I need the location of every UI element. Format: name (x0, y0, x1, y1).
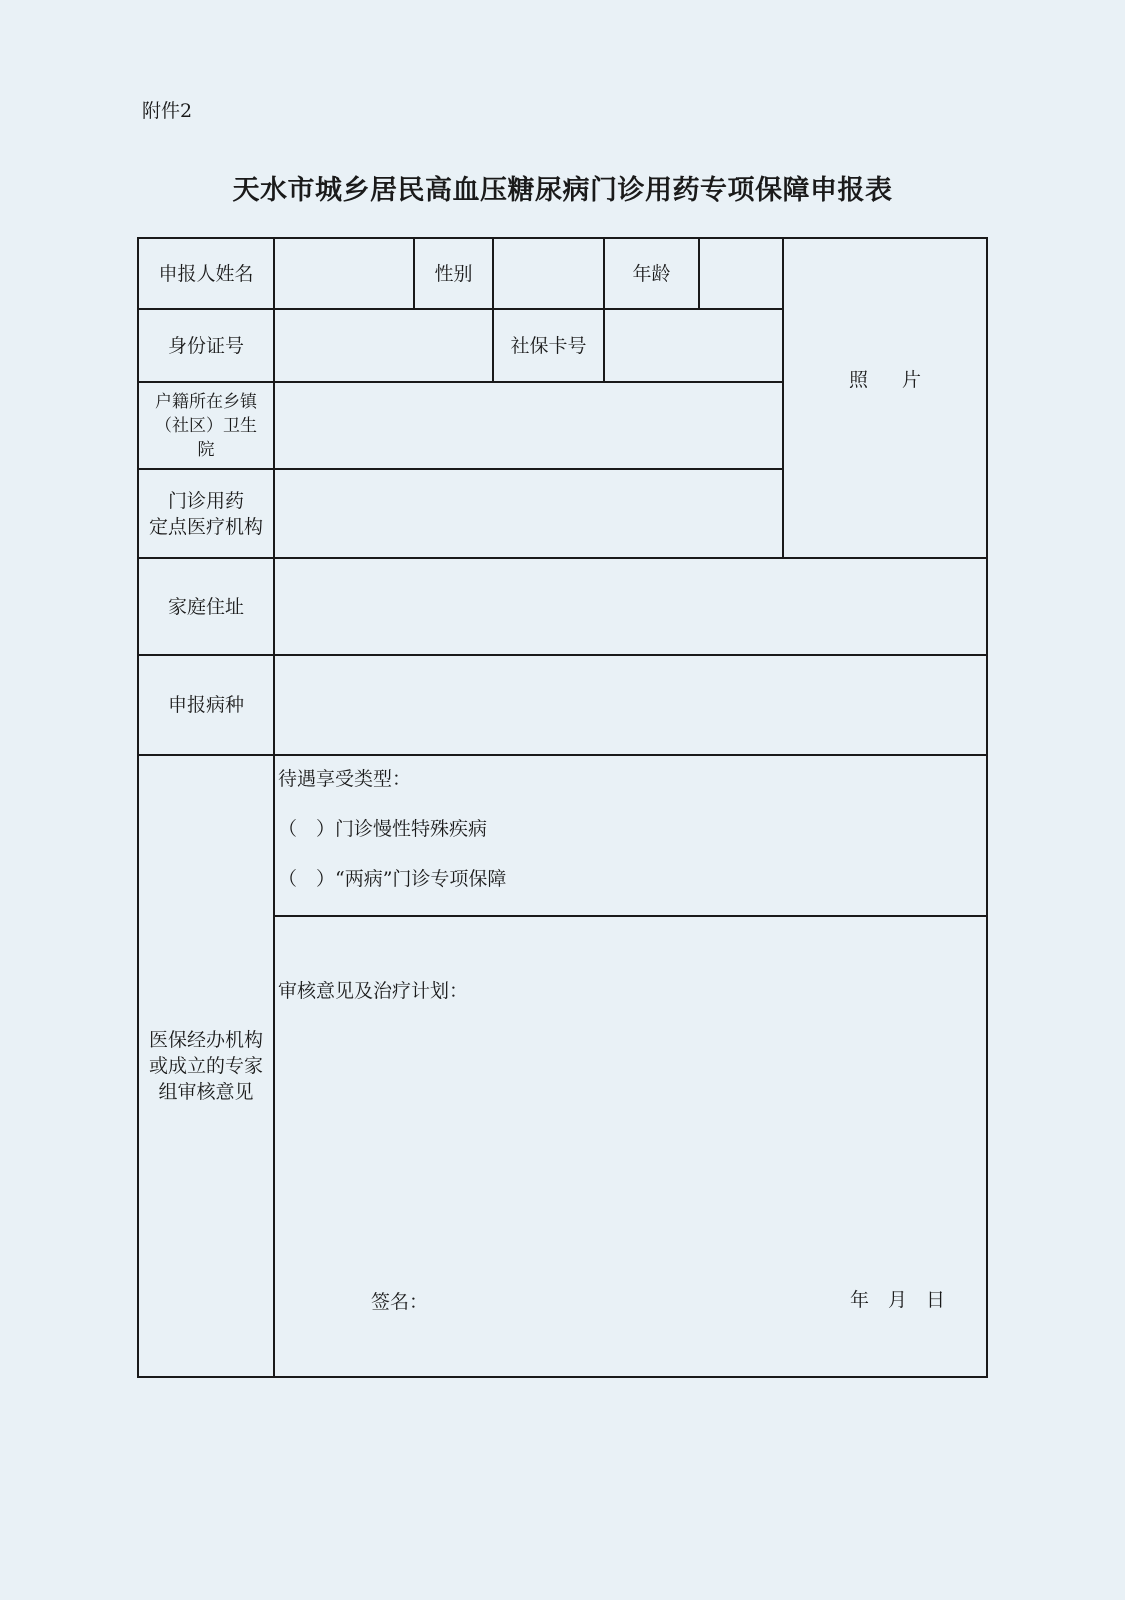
review-section-label-line-2: 或成立的专家 (148, 1055, 263, 1077)
home-address-label: 家庭住址 (167, 595, 244, 618)
option-chronic-special-disease[interactable]: （ ）门诊慢性特殊疾病 (278, 818, 488, 840)
township-clinic-label-line-1: 户籍所在乡镇 (155, 391, 257, 412)
id-number-label: 身份证号 (167, 334, 244, 357)
id-number-field[interactable] (275, 310, 492, 381)
review-section-label-line-1: 医保经办机构 (148, 1029, 263, 1051)
age-label: 年龄 (632, 262, 671, 285)
township-clinic-label-line-2: （社区）卫生 (155, 415, 257, 436)
designated-institution-label-line-1: 门诊用药 (167, 489, 244, 512)
township-clinic-field[interactable] (275, 383, 782, 468)
review-opinion-area[interactable] (275, 1009, 986, 1279)
benefit-divider (275, 915, 986, 917)
disease-type-label: 申报病种 (167, 694, 244, 716)
review-section-label-line-3: 组审核意见 (158, 1081, 254, 1103)
attachment-label: 附件2 (142, 100, 193, 122)
form-title: 天水市城乡居民高血压糖尿病门诊用药专项保障申报表 (232, 175, 893, 206)
designated-institution-field[interactable] (275, 470, 782, 557)
social-security-card-label: 社保卡号 (510, 334, 587, 357)
township-clinic-label-line-3: 院 (197, 439, 215, 460)
option-two-diseases-outpatient[interactable]: （ ）“两病”门诊专项保障 (278, 868, 507, 890)
application-form-table (137, 237, 988, 1378)
date-label: 年 月 日 (850, 1289, 946, 1311)
age-field[interactable] (700, 239, 782, 308)
applicant-name-field[interactable] (275, 239, 413, 308)
disease-type-field[interactable] (275, 656, 986, 754)
benefit-type-title: 待遇享受类型： (278, 768, 412, 790)
township-clinic-label (139, 383, 273, 468)
social-security-card-field[interactable] (605, 310, 782, 381)
review-opinion-label: 审核意见及治疗计划： (278, 980, 469, 1002)
review-section-label (139, 756, 273, 1376)
designated-institution-label (139, 470, 273, 557)
gender-field[interactable] (494, 239, 603, 308)
designated-institution-label-line-2: 定点医疗机构 (148, 515, 263, 538)
home-address-field[interactable] (275, 559, 986, 654)
gender-label: 性别 (434, 262, 473, 285)
photo-placeholder[interactable]: 照片 (848, 369, 955, 391)
applicant-name-label: 申报人姓名 (158, 262, 254, 285)
signature-label: 签名： (371, 1291, 429, 1313)
